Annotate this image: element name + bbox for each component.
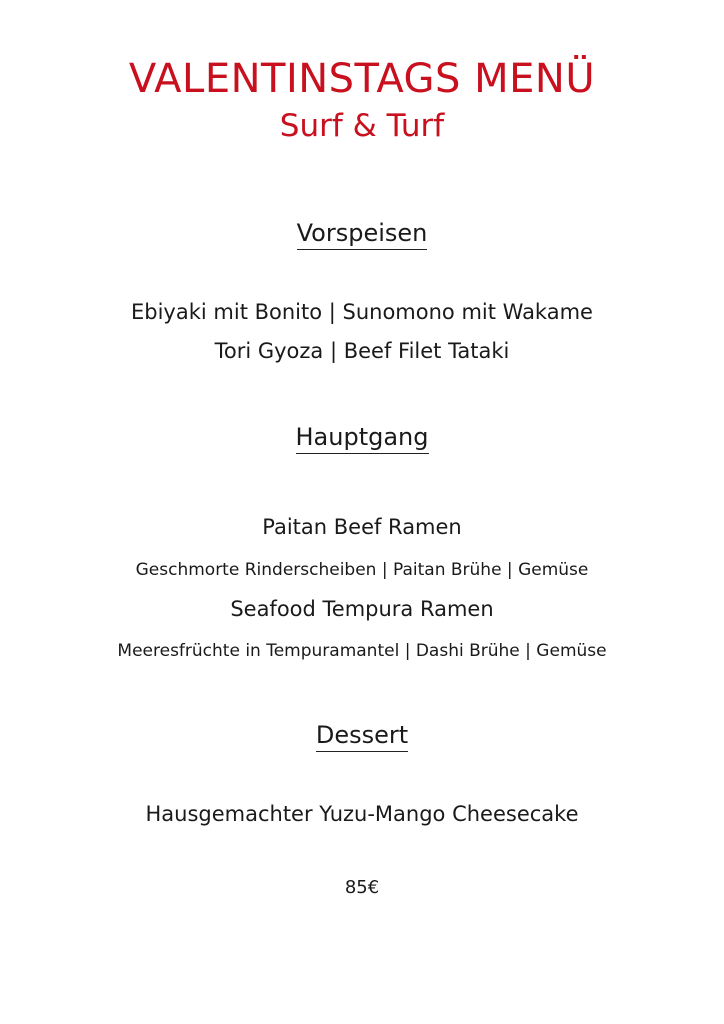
menu-subtitle: Surf & Turf [279,108,445,144]
menu-title: VALENTINSTAGS MENÜ [128,56,596,102]
main-course-description-1: Geschmorte Rinderscheiben | Paitan Brühe | Gemüse [135,560,589,580]
dessert-line-1: Hausgemachter Yuzu-Mango Cheesecake [145,802,579,826]
section-heading-label: Dessert [316,720,408,752]
main-course-name-1: Paitan Beef Ramen [262,515,462,539]
section-heading-hauptgang [0,422,724,454]
starter-line-2: Tori Gyoza | Beef Filet Tataki [214,339,510,363]
section-heading-label: Vorspeisen [297,218,428,250]
section-heading-vorspeisen [0,218,724,250]
section-heading-dessert [0,720,724,752]
main-course-name-2: Seafood Tempura Ramen [230,597,494,621]
starter-line-1: Ebiyaki mit Bonito | Sunomono mit Wakame [131,300,593,324]
main-course-description-2: Meeresfrüchte in Tempuramantel | Dashi Brühe | Gemüse [117,641,607,661]
menu-price: 85€ [344,877,380,898]
section-heading-label: Hauptgang [296,422,429,454]
